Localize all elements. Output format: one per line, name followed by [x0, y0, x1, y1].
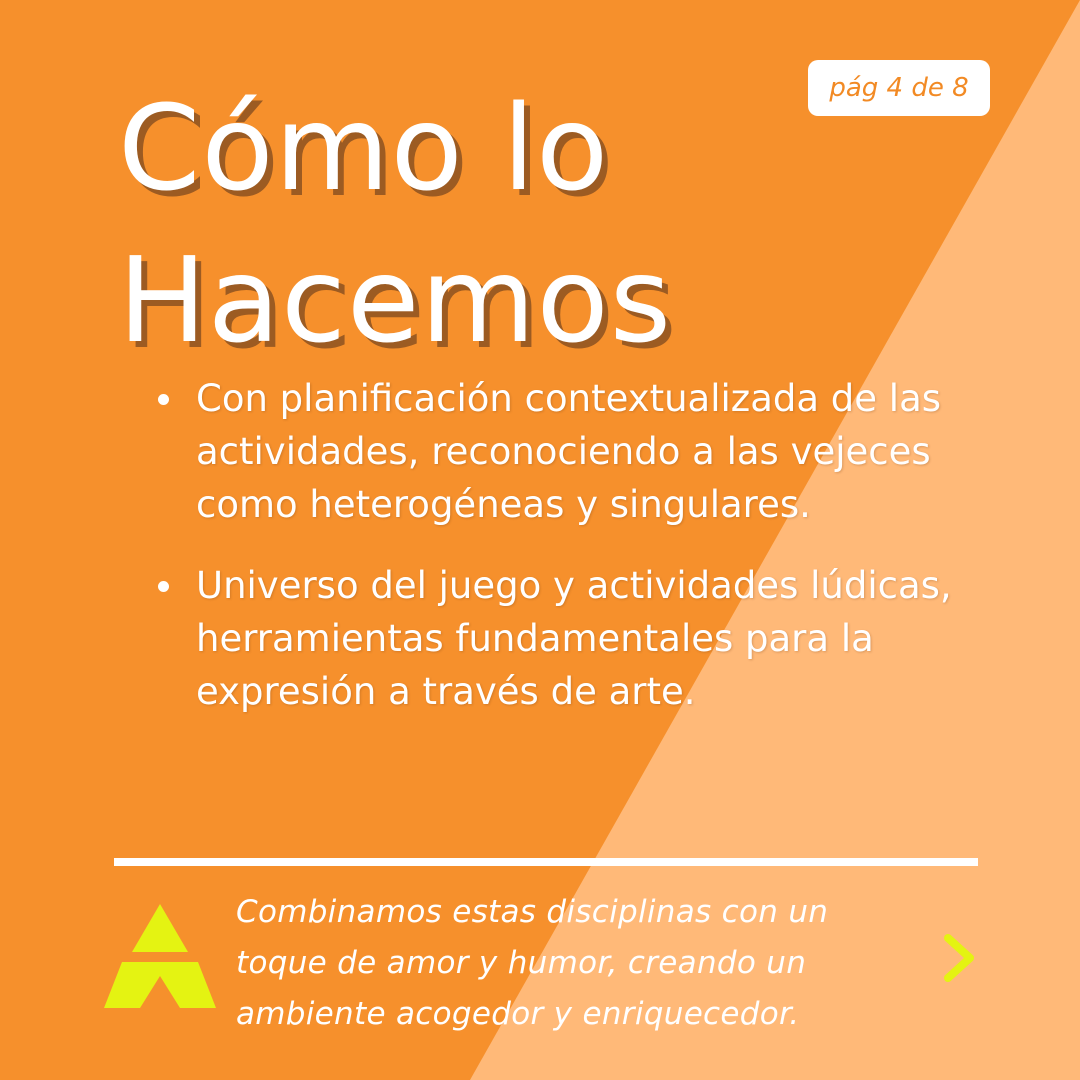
title-line-1: Cómo lo	[118, 79, 610, 217]
tagline-line-1: Combinamos estas disciplinas con un	[236, 894, 829, 930]
page-indicator: pág 4 de 8	[808, 60, 990, 116]
triangle-logo-icon	[104, 904, 216, 1008]
chevron-right-icon[interactable]	[938, 932, 980, 984]
bullet-item: Con planificación contextualizada de las actividades, reconociendo a las vejeces como heterogéneas y singulares.	[158, 372, 978, 531]
bullet-item: Universo del juego y actividades lúdicas, herramientas fundamentales para la expresión a través de arte.	[158, 559, 978, 718]
tagline-line-3: ambiente acogedor y enriquecedor.	[236, 996, 800, 1032]
tagline-line-2: toque de amor y humor, creando un	[236, 945, 807, 981]
title-line-2: Hacemos	[118, 231, 673, 369]
tagline	[236, 887, 936, 1040]
page-title	[118, 72, 672, 376]
bullet-list	[158, 372, 978, 746]
divider	[114, 858, 978, 866]
